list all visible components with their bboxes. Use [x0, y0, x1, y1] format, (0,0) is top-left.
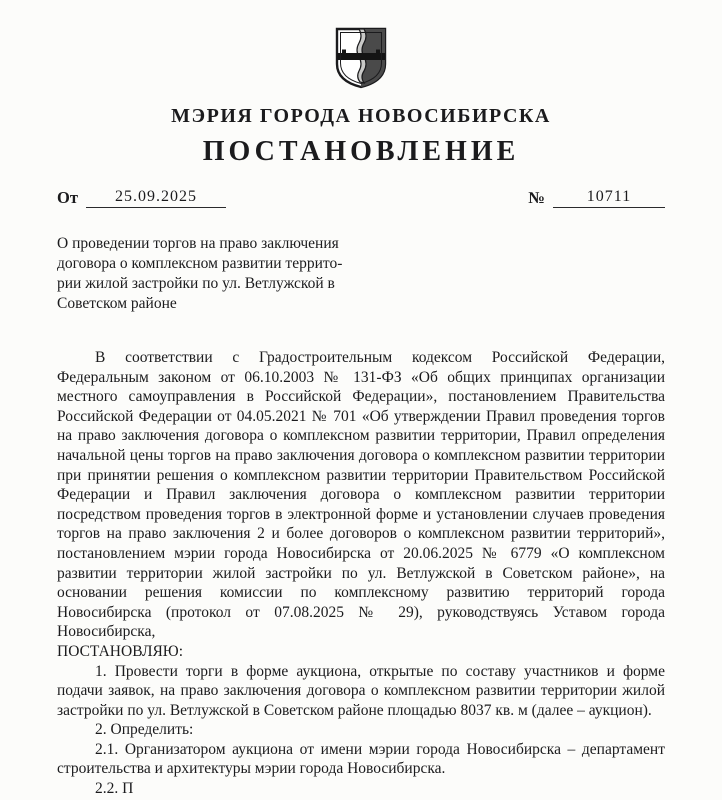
- document-number-field: [528, 188, 665, 208]
- subject-block: [57, 234, 407, 314]
- novosibirsk-coat-of-arms-icon: [334, 77, 388, 94]
- subject-line: рии жилой застройки по ул. Ветлужской в: [57, 275, 335, 292]
- from-label: От: [57, 188, 78, 207]
- body-paragraph-item-1: 1. Провести торги в форме аукциона, открытые по составу участников и форме подачи заявок, на право заключения договора о комплексном развитии территории жилой застройки по ул. Ветлужской в Советском районе площадью 8037 кв. м (далее – аукцион).: [57, 662, 665, 719]
- body-paragraph-item-2-1: 2.1. Организатором аукциона от имени мэрии города Новосибирска – департамент строительства и архитектуры мэрии города Новосибирска.: [57, 740, 665, 778]
- emblem-container: [57, 26, 665, 95]
- org-name: МЭРИЯ ГОРОДА НОВОСИБИРСКА: [171, 105, 551, 127]
- meta-row: [57, 188, 665, 208]
- date-field: [57, 188, 226, 208]
- body-paragraph-resolve-word: ПОСТАНОВЛЯЮ:: [57, 642, 184, 660]
- subject-line: договора о комплексном развитии террито-: [57, 255, 343, 272]
- body-paragraph-item-2: 2. Определить:: [95, 721, 194, 739]
- body-paragraph-item-2-2-truncated: 2.2. П: [95, 780, 134, 798]
- subject-line: Советском районе: [57, 295, 177, 312]
- subject-line: О проведении торгов на право заключения: [57, 235, 339, 252]
- number-sign-label: №: [528, 188, 545, 207]
- body-paragraph-preamble: В соответствии с Градостроительным кодексом Российской Федерации, Федеральным законом от 06.10.2003 № 131-ФЗ «Об общих принципах организации местного самоуправления в Российской Федерации», постановлением Правительства Российской Федерации от 04.05.2021 № 701 «Об утверждении Правил проведения торгов на право заключения договора о комплексном развитии территории, Правил определения начальной цены торгов на право заключения договора о комплексном развитии территории при принятии решения о комплексном развитии территории Правительством Российской Федерации и Правил заключения договора о комплексном развитии территории посредством проведения торгов в электронной форме и установлении случаев проведения торгов на право заключения 2 и более договоров о комплексном развитии территорий», постановлением мэрии города Новосибирска от 20.06.2025 № 6779 «О комплексном развитии территории жилой застройки по ул. Ветлужской в Советском районе», на основании решения комиссии по комплексному развитию территорий города Новосибирска (протокол от 07.08.2025 № 29), руководствуясь Уставом города Новосибирска,: [57, 349, 665, 641]
- document-number-value: 10711: [553, 188, 665, 208]
- document-type-title: ПОСТАНОВЛЕНИЕ: [202, 136, 520, 167]
- document-body: [57, 348, 665, 799]
- date-value: 25.09.2025: [86, 188, 226, 208]
